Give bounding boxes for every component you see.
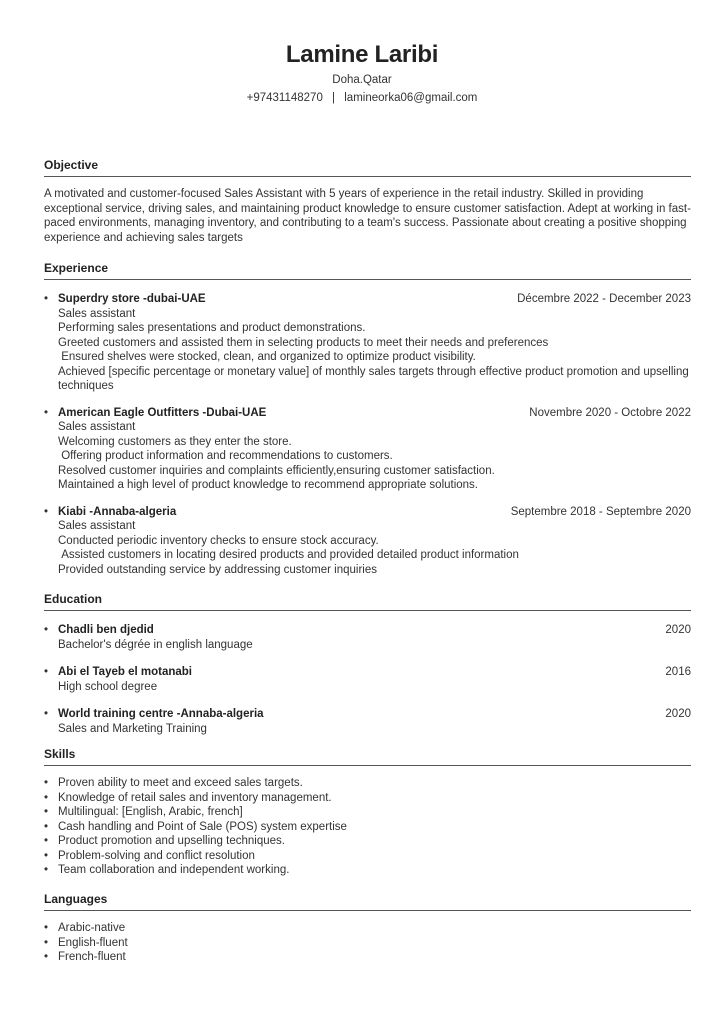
job-duty: Ensured shelves were stocked, clean, and organized to optimize product visibility.: [58, 351, 476, 363]
section-title: Skills: [44, 747, 691, 766]
candidate-location: Doha.Qatar: [332, 74, 392, 86]
experience-entry: [44, 292, 691, 394]
entry-header: [58, 665, 691, 680]
skill-item: • Knowledge of retail sales and inventory management.: [44, 791, 691, 806]
education-entry: [44, 707, 691, 736]
graduation-year: 2020: [665, 708, 691, 720]
objective-section: [44, 158, 691, 245]
company-name: • Superdry store -dubai-UAE: [58, 293, 206, 305]
skill-item: • Multilingual: [English, Arabic, french]: [44, 805, 691, 820]
graduation-year: 2016: [665, 666, 691, 678]
contact-separator: |: [332, 92, 336, 104]
contact-line: [0, 90, 724, 106]
objective-text: A motivated and customer-focused Sales Assistant with 5 years of experience in the retail industry. Skilled in providing exceptional service, driving sales, and maintaining product knowledge to ensure customer satisfaction. Adept at working in fast-paced environments, managing inventory, and contributing to a team's success. Passionate about creating a positive shopping experience and achieving sales targets: [44, 188, 691, 244]
languages-section: [44, 892, 691, 965]
entry-header: [58, 707, 691, 722]
skill-item: • Problem-solving and conflict resolution: [44, 849, 691, 864]
degree-name: High school degree: [58, 680, 158, 693]
job-duty: Resolved customer inquiries and complaints efficiently,ensuring customer satisfaction.: [58, 464, 495, 477]
education-section: [44, 592, 691, 736]
skill-item: • Cash handling and Point of Sale (POS) system expertise: [44, 820, 691, 835]
entry-header: [58, 505, 691, 520]
language-item: • French-fluent: [44, 950, 691, 965]
skills-section: [44, 747, 691, 878]
section-title: Objective: [44, 158, 691, 177]
school-name: • Chadli ben djedid: [58, 624, 154, 636]
graduation-year: 2020: [665, 624, 691, 636]
job-title: Sales assistant: [58, 307, 136, 320]
job-duty: Performing sales presentations and product demonstrations.: [58, 322, 366, 334]
experience-entry: [44, 406, 691, 493]
entry-header: [58, 292, 691, 307]
skills-list: [44, 776, 691, 878]
company-name: • American Eagle Outfitters -Dubai-UAE: [58, 406, 267, 419]
job-duty: Conducted periodic inventory checks to ensure stock accuracy.: [58, 534, 379, 547]
job-duty: Achieved [specific percentage or monetary value] of monthly sales targets through effective product promotion and upselling techniques: [58, 365, 692, 392]
language-item: • English-fluent: [44, 936, 691, 951]
language-item: • Arabic-native: [44, 921, 691, 936]
job-duty: Maintained a high level of product knowledge to recommend appropriate solutions.: [58, 479, 479, 491]
education-entry: [44, 623, 691, 652]
school-name: • Abi el Tayeb el motanabi: [58, 666, 192, 678]
languages-list: [44, 921, 691, 965]
experience-section: [44, 261, 691, 577]
resume-header: [0, 40, 724, 106]
employment-dates: Septembre 2018 - Septembre 2020: [510, 505, 691, 518]
employment-dates: Décembre 2022 - December 2023: [517, 293, 691, 305]
job-duty: Greeted customers and assisted them in selecting products to meet their needs and preferences: [58, 336, 549, 349]
section-title: Languages: [44, 892, 691, 911]
experience-list: [44, 292, 691, 577]
section-title: Education: [44, 592, 691, 611]
job-duty: Provided outstanding service by addressing customer inquiries: [58, 563, 377, 576]
education-entry: [44, 665, 691, 694]
education-list: [44, 623, 691, 736]
employment-dates: Novembre 2020 - Octobre 2022: [529, 406, 691, 419]
job-duty: Assisted customers in locating desired products and provided detailed product information: [58, 549, 519, 561]
experience-entry: [44, 505, 691, 578]
company-name: • Kiabi -Annaba-algeria: [58, 505, 177, 518]
entry-header: [58, 623, 691, 638]
skill-item: • Product promotion and upselling techniques.: [44, 834, 691, 849]
school-name: • World training centre -Annaba-algeria: [58, 708, 264, 720]
skill-item: • Team collaboration and independent working.: [44, 863, 691, 878]
skill-item: • Proven ability to meet and exceed sales targets.: [44, 776, 691, 791]
candidate-name: Lamine Laribi: [285, 41, 439, 68]
phone-number: +97431148270: [246, 92, 323, 104]
job-title: Sales assistant: [58, 520, 136, 532]
email-address: lamineorka06@gmail.com: [344, 92, 478, 104]
degree-name: Sales and Marketing Training: [58, 722, 207, 735]
job-title: Sales assistant: [58, 421, 136, 433]
entry-header: [58, 406, 691, 421]
job-duty: Welcoming customers as they enter the store.: [58, 435, 292, 448]
job-duty: Offering product information and recommendations to customers.: [58, 450, 393, 462]
degree-name: Bachelor's dégrée in english language: [58, 638, 253, 651]
section-title: Experience: [44, 261, 691, 280]
